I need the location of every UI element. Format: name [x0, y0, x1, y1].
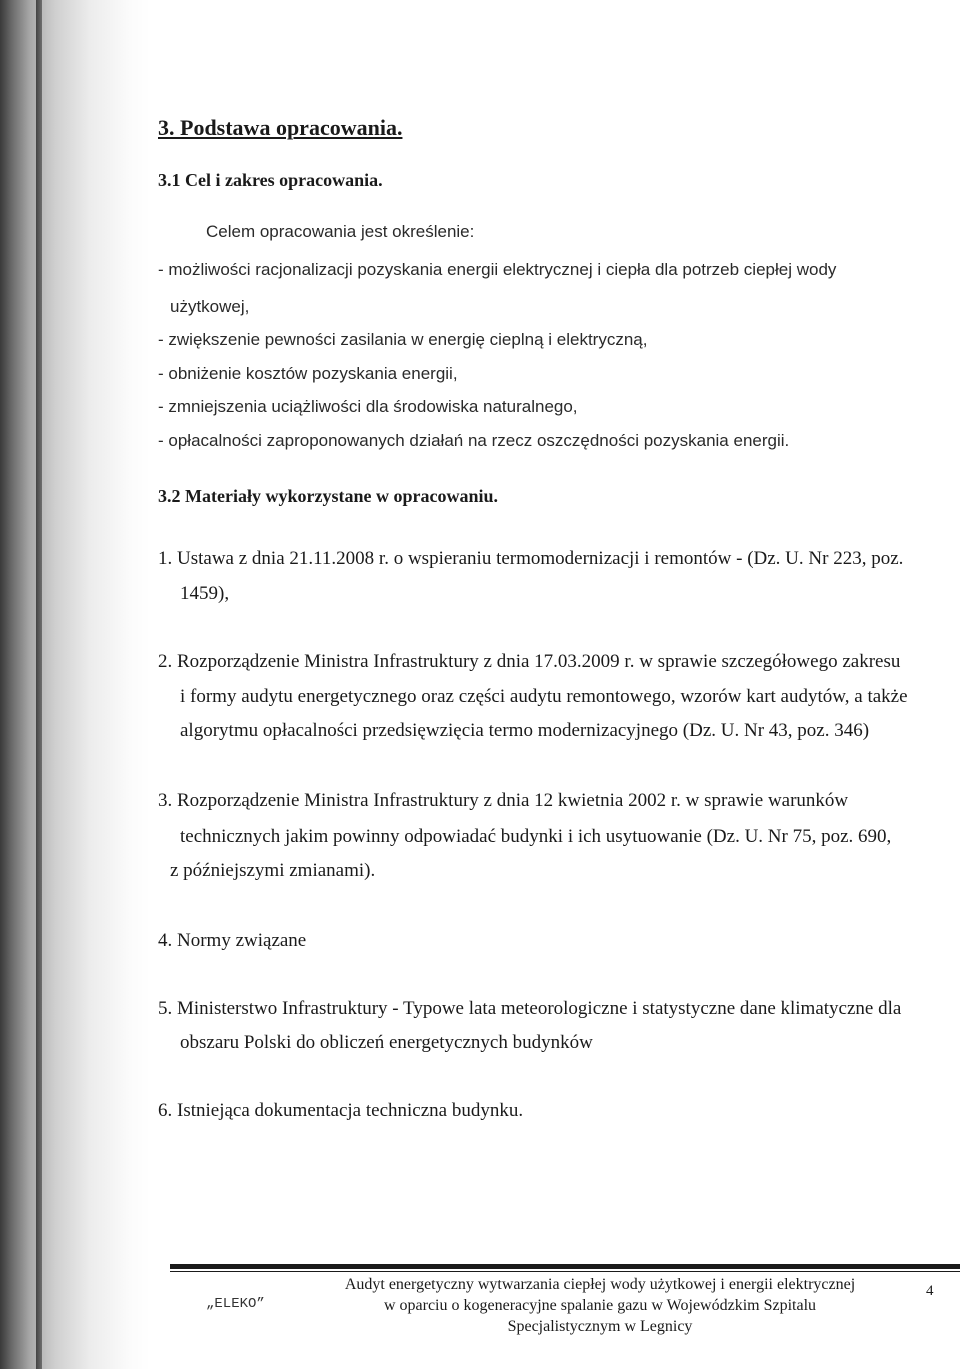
page-number: 4	[926, 1283, 934, 1299]
footer-rule-thick	[170, 1264, 960, 1269]
materials-item: 6. Istniejąca dokumentacja techniczna budynku.	[158, 1100, 524, 1121]
materials-item-continuation: obszaru Polski do obliczeń energetycznych budynków	[180, 1032, 593, 1053]
goal-item: - zmniejszenia uciążliwości dla środowiska naturalnego,	[158, 397, 578, 416]
materials-item-continuation: algorytmu opłacalności przedsięwzięcia termo modernizacyjnego (Dz. U. Nr 43, poz. 346)	[180, 720, 870, 741]
footer-line: Audyt energetyczny wytwarzania ciepłej wody użytkowej i energii elektrycznej	[344, 1276, 856, 1293]
materials-item: 1. Ustawa z dnia 21.11.2008 r. o wspieraniu termomodernizacji i remontów - (Dz. U. Nr 223, poz.	[158, 548, 904, 569]
materials-item-continuation: z późniejszymi zmianami).	[170, 860, 376, 881]
subsection-title-materials: 3.2 Materiały wykorzystane w opracowaniu.	[158, 486, 498, 506]
materials-item: 5. Ministerstwo Infrastruktury - Typowe lata meteorologiczne i statystyczne dane klimatyczne dla	[158, 998, 902, 1019]
materials-item: 2. Rozporządzenie Ministra Infrastruktury z dnia 17.03.2009 r. w sprawie szczegółowego zakresu	[158, 651, 901, 672]
materials-item-continuation: technicznych jakim powinny odpowiadać budynki i ich usytuowanie (Dz. U. Nr 75, poz. 690,	[180, 826, 892, 847]
footer-line: w oparciu o kogeneracyjne spalanie gazu w Wojewódzkim Szpitalu	[383, 1297, 817, 1314]
materials-item: 3. Rozporządzenie Ministra Infrastruktury z dnia 12 kwietnia 2002 r. w sprawie warunków	[158, 790, 849, 811]
goal-item: - możliwości racjonalizacji pozyskania energii elektrycznej i ciepła dla potrzeb ciepłej wody	[158, 260, 837, 279]
goals-intro: Celem opracowania jest określenie:	[206, 222, 475, 241]
goal-item: - zwiększenie pewności zasilania w energię cieplną i elektryczną,	[158, 330, 648, 349]
goal-item-continuation: użytkowej,	[170, 297, 250, 316]
footer-company-name: „ELEKO”	[206, 1296, 265, 1312]
footer-description	[310, 1274, 890, 1337]
materials-item-continuation: i formy audytu energetycznego oraz części audytu remontowego, wzorów kart audytów, a także	[180, 686, 908, 707]
footer-rule-thin	[170, 1271, 960, 1272]
section-title: 3. Podstawa opracowania.	[158, 115, 403, 140]
materials-item-continuation: 1459),	[180, 583, 230, 604]
goal-item: - obniżenie kosztów pozyskania energii,	[158, 364, 458, 383]
subsection-title-goals: 3.1 Cel i zakres opracowania.	[158, 170, 383, 190]
footer-line: Specjalistycznym w Legnicy	[507, 1318, 693, 1335]
materials-item: 4. Normy związane	[158, 930, 307, 951]
goal-item: - opłacalności zaproponowanych działań na rzecz oszczędności pozyskania energii.	[158, 431, 790, 450]
